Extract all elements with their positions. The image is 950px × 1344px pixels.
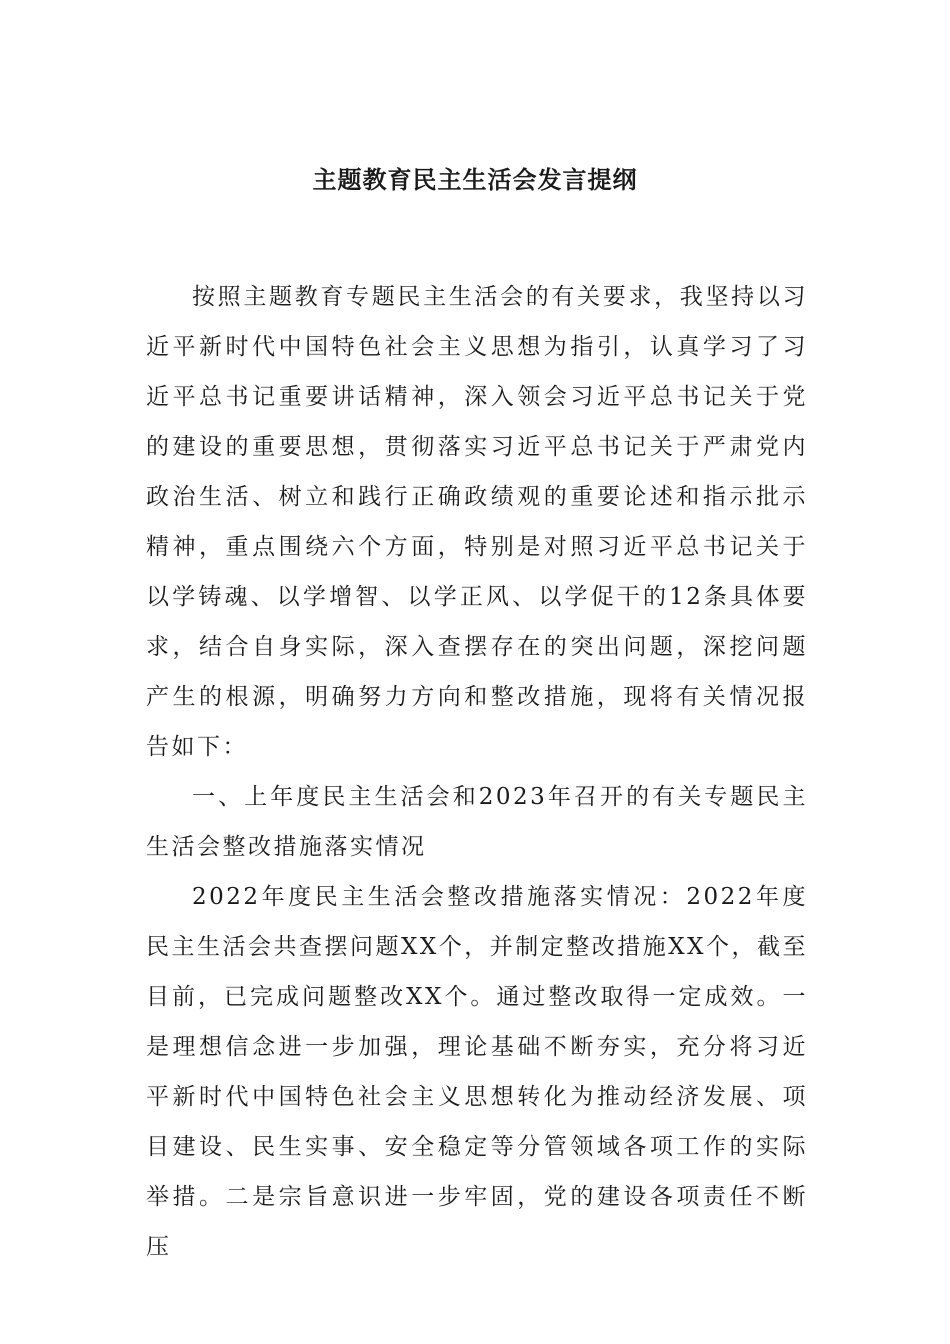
section-heading-1: 一、上年度民主生活会和2023年召开的有关专题民主生活会整改措施落实情况 [146, 784, 808, 860]
document-body [146, 272, 808, 1272]
document-title: 主题教育民主生活会发言提纲 [312, 165, 638, 194]
intro-paragraph: 按照主题教育专题民主生活会的有关要求，我坚持以习近平新时代中国特色社会主义思想为指引，认真学习了习近平总书记重要讲话精神，深入领会习近平总书记关于党的建设的重要思想，贯彻落实习近平总书记关于严肃党内政治生活、树立和践行正确政绩观的重要论述和指示批示精神，重点围绕六个方面，特别是对照习近平总书记关于以学铸魂、以学增智、以学正风、以学促干的12条具体要求，结合自身实际，深入查摆存在的突出问题，深挖问题产生的根源，明确努力方向和整改措施，现将有关情况报告如下： [146, 284, 808, 760]
body-paragraph: 2022年度民主生活会整改措施落实情况：2022年度民主生活会共查摆问题XX个，并制定整改措施XX个，截至目前，已完成问题整改XX个。通过整改取得一定成效。一是理想信念进一步加强，理论基础不断夯实，充分将习近平新时代中国特色社会主义思想转化为推动经济发展、项目建设、民生实事、安全稳定等分管领域各项工作的实际举措。二是宗旨意识进一步牢固，党的建设各项责任不断压 [146, 884, 808, 1260]
